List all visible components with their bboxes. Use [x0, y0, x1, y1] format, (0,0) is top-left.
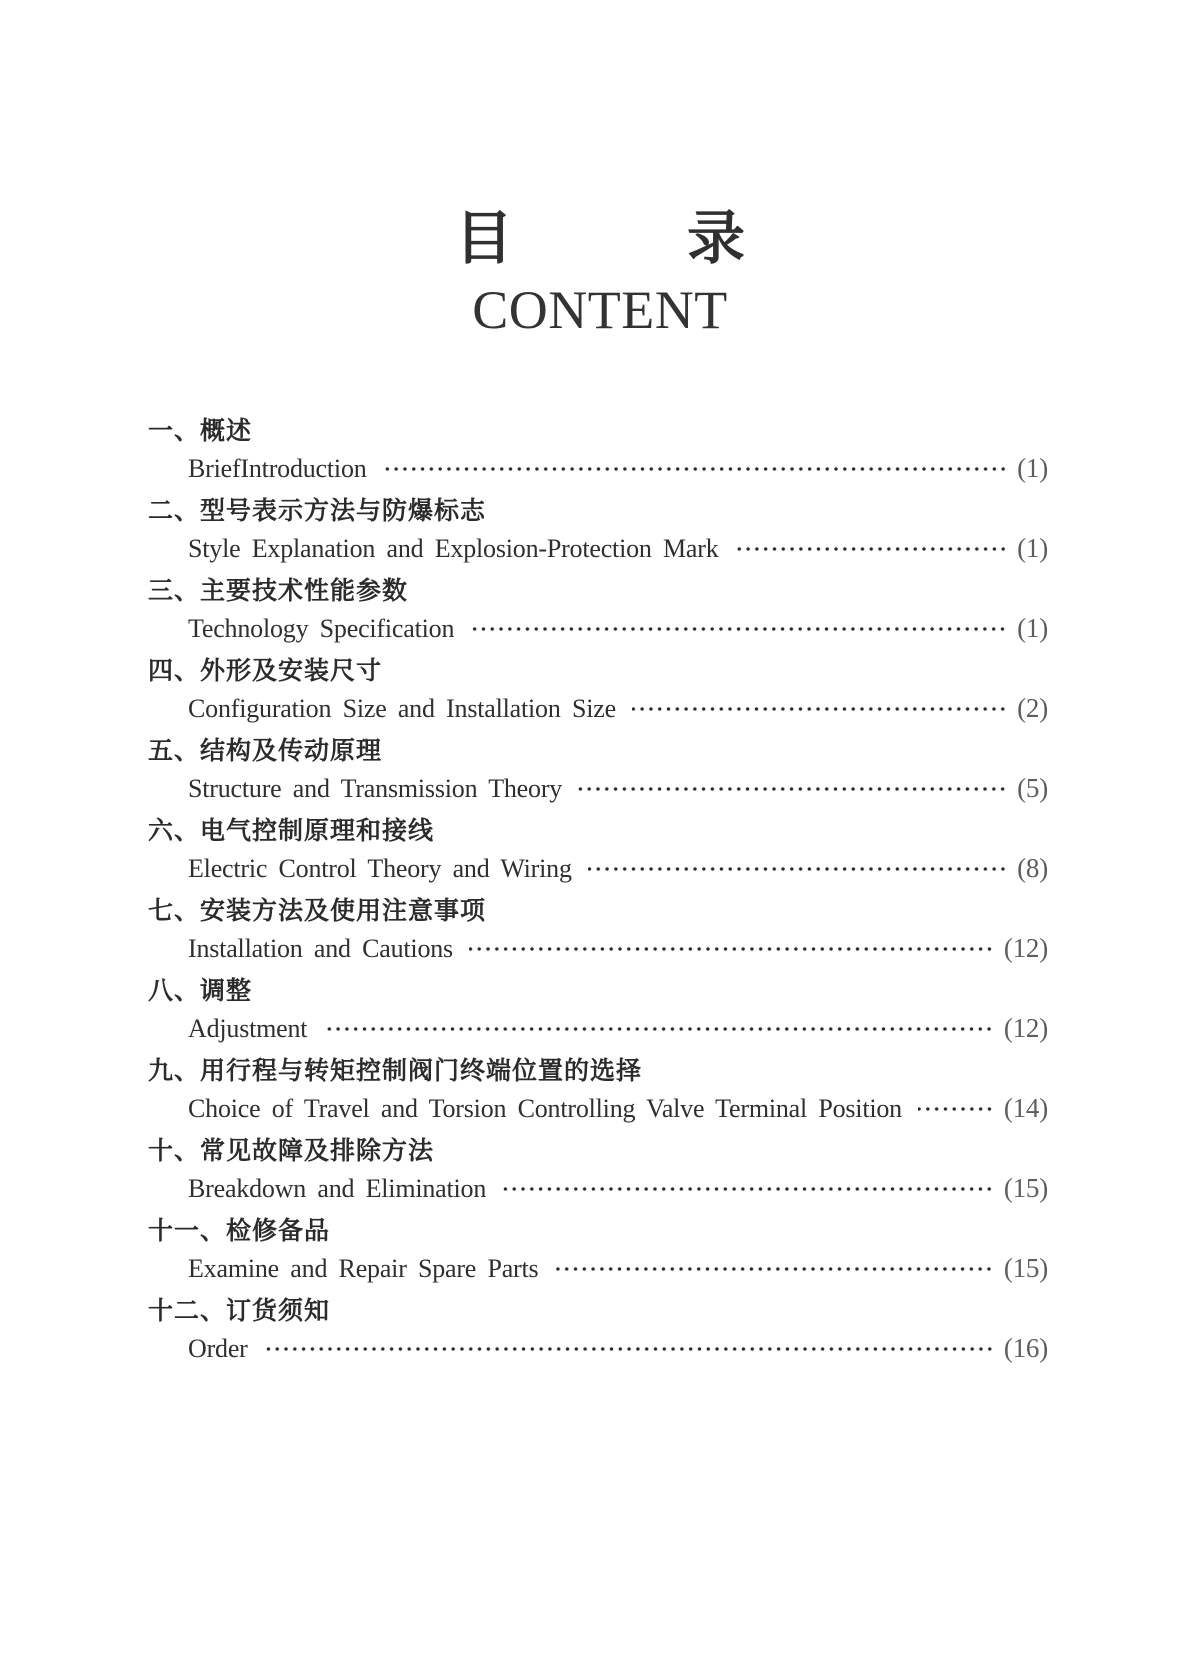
- page-number: (12): [1003, 933, 1048, 964]
- toc-item-number: 一、: [148, 416, 201, 445]
- toc-item-heading: [148, 569, 1048, 609]
- toc-item-number: 十二、: [148, 1296, 227, 1325]
- dotted-leader: [918, 1106, 994, 1112]
- toc-item-title-cn: 电气控制原理和接线: [200, 816, 435, 845]
- toc-item-heading: [148, 489, 1048, 529]
- toc-item-number: 七、: [148, 896, 201, 925]
- toc-item-heading: [148, 1209, 1048, 1249]
- toc-item-subline: [148, 1169, 1048, 1209]
- toc-item-subline: [148, 529, 1048, 569]
- page-number: (15): [1003, 1253, 1048, 1284]
- toc-item-title-en: Technology Specification: [188, 613, 455, 643]
- toc-item-heading: [148, 1049, 1048, 1089]
- toc-item-subline: [148, 609, 1048, 649]
- page-number: (14): [1003, 1093, 1048, 1124]
- toc-item-title-en: Adjustment: [188, 1013, 308, 1043]
- page-title-chinese: 目 录: [454, 206, 745, 271]
- dotted-leader: [383, 466, 1008, 472]
- toc-item-title-cn: 概述: [200, 416, 253, 445]
- page-number: (2): [1017, 693, 1048, 724]
- page-number: (12): [1003, 1013, 1048, 1044]
- page-title-english: CONTENT: [472, 279, 728, 340]
- toc-item-title-en: Structure and Transmission Theory: [188, 773, 563, 803]
- toc-item: [148, 969, 1048, 1049]
- toc-item: [148, 1129, 1048, 1209]
- toc-item-number: 九、: [148, 1056, 201, 1085]
- page-number: (8): [1017, 853, 1048, 884]
- toc-item-number: 三、: [148, 576, 201, 605]
- page-number: (16): [1003, 1333, 1048, 1364]
- toc-item-subline: [148, 1089, 1048, 1129]
- toc-item-title-en: Installation and Cautions: [188, 933, 453, 963]
- toc-item-heading: [148, 809, 1048, 849]
- toc-item-subline: [148, 1249, 1048, 1289]
- toc-item-subline: [148, 1009, 1048, 1049]
- toc-item: [148, 1289, 1048, 1369]
- page-number: (15): [1003, 1173, 1048, 1204]
- toc-item-number: 十、: [148, 1136, 201, 1165]
- toc-item-number: 六、: [148, 816, 201, 845]
- dotted-leader: [470, 626, 1007, 632]
- dotted-leader: [632, 706, 1007, 712]
- toc-item-title-en: Configuration Size and Installation Size: [188, 693, 616, 723]
- toc-item-title-cn: 结构及传动原理: [200, 736, 383, 765]
- page-number: (5): [1017, 773, 1048, 804]
- toc-item: [148, 569, 1048, 649]
- toc-item-heading: [148, 1129, 1048, 1169]
- title-block: [0, 0, 1200, 340]
- toc-item-title-cn: 常见故障及排除方法: [200, 1136, 435, 1165]
- page-number: (1): [1017, 533, 1048, 564]
- dotted-leader: [323, 1026, 993, 1032]
- toc-item-title-cn: 外形及安装尺寸: [200, 656, 383, 685]
- toc-item-title-cn: 调整: [200, 976, 253, 1005]
- toc-item-subline: [148, 689, 1048, 729]
- page-number: (1): [1017, 613, 1048, 644]
- toc-item-title-cn: 订货须知: [226, 1296, 331, 1325]
- toc-item-heading: [148, 649, 1048, 689]
- dotted-leader: [588, 866, 1007, 872]
- toc-item-title-en: Examine and Repair Spare Parts: [188, 1253, 539, 1283]
- toc-item-heading: [148, 889, 1048, 929]
- toc-item-title-en: Breakdown and Elimination: [188, 1173, 487, 1203]
- toc-item-subline: [148, 449, 1048, 489]
- toc-item: [148, 649, 1048, 729]
- toc-item-number: 八、: [148, 976, 201, 1005]
- toc-item-number: 二、: [148, 496, 201, 525]
- dotted-leader: [469, 946, 994, 952]
- dotted-leader: [554, 1266, 993, 1272]
- toc-item-title-en: Choice of Travel and Torsion Controlling Valve Terminal Position: [188, 1093, 902, 1123]
- toc-list: [0, 409, 1200, 1369]
- toc-item-title-cn: 安装方法及使用注意事项: [200, 896, 487, 925]
- toc-item-title-en: BriefIntroduction: [188, 453, 367, 483]
- toc-item-subline: [148, 929, 1048, 969]
- toc-item: [148, 1209, 1048, 1289]
- toc-item-heading: [148, 969, 1048, 1009]
- toc-item-number: 四、: [148, 656, 201, 685]
- toc-item-subline: [148, 769, 1048, 809]
- toc-item-title-cn: 型号表示方法与防爆标志: [200, 496, 487, 525]
- dotted-leader: [578, 786, 1007, 792]
- toc-item: [148, 1049, 1048, 1129]
- toc-item-heading: [148, 409, 1048, 449]
- toc-item-title-cn: 主要技术性能参数: [200, 576, 409, 605]
- toc-item-title-en: Style Explanation and Explosion-Protection Mark: [188, 533, 719, 563]
- toc-item: [148, 729, 1048, 809]
- toc-item: [148, 889, 1048, 969]
- toc-item: [148, 409, 1048, 489]
- dotted-leader: [264, 1346, 994, 1352]
- toc-item-subline: [148, 1329, 1048, 1369]
- toc-item-heading: [148, 729, 1048, 769]
- toc-item: [148, 809, 1048, 889]
- toc-item-title-cn: 检修备品: [226, 1216, 331, 1245]
- dotted-leader: [502, 1186, 994, 1192]
- toc-item-subline: [148, 849, 1048, 889]
- dotted-leader: [735, 546, 1008, 552]
- toc-item-number: 五、: [148, 736, 201, 765]
- toc-item-title-en: Electric Control Theory and Wiring: [188, 853, 572, 883]
- toc-item: [148, 489, 1048, 569]
- toc-item-title-cn: 用行程与转矩控制阀门终端位置的选择: [200, 1056, 643, 1085]
- toc-item-number: 十一、: [148, 1216, 227, 1245]
- page-number: (1): [1017, 453, 1048, 484]
- toc-item-heading: [148, 1289, 1048, 1329]
- toc-item-title-en: Order: [188, 1333, 248, 1363]
